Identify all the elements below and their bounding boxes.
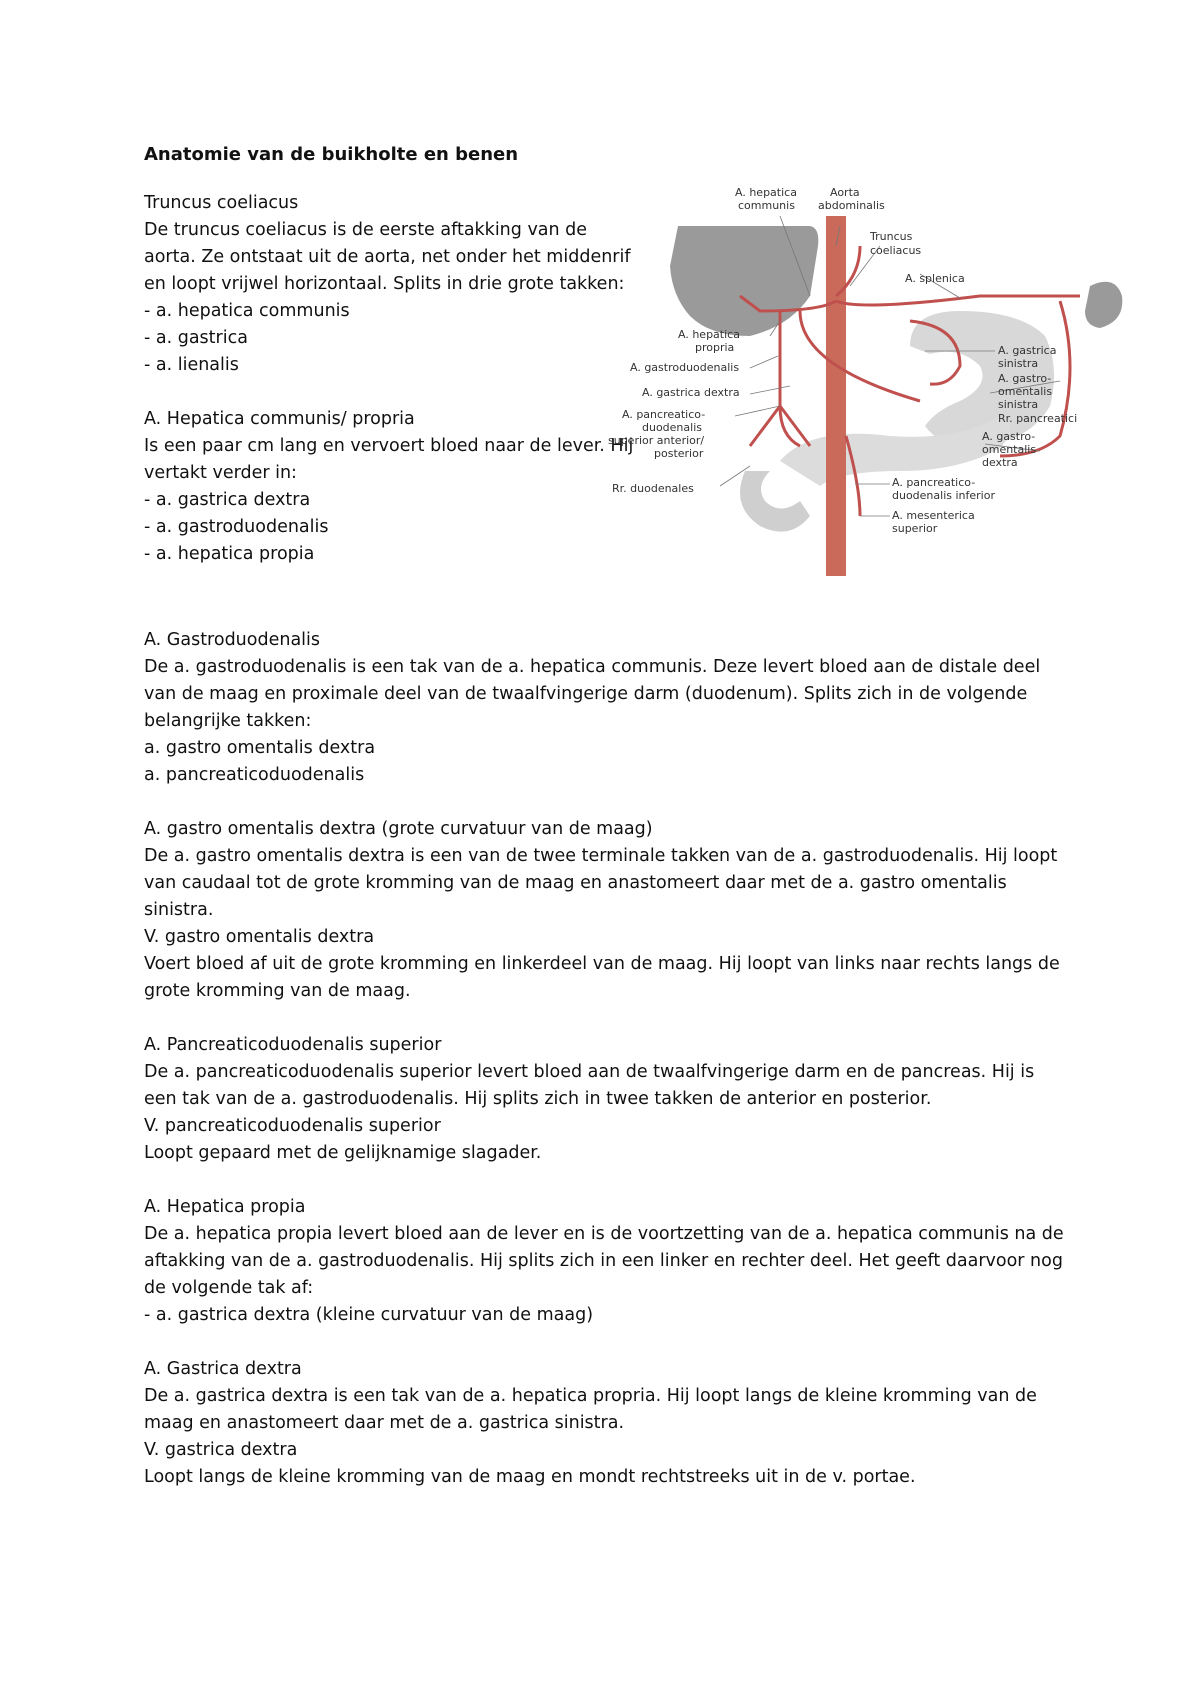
section-text: De a. gastroduodenalis is een tak van de a. hepatica communis. Deze levert bloed aan de distale deel van de maag en proximale deel van de twaalfvingerige darm (duodenum). Splits zich in de volgende belangrijke takken: (144, 657, 1041, 731)
section-hepatica-communis (144, 406, 644, 568)
section-heading: A. Gastroduodenalis (144, 630, 321, 650)
label-truncus: coeliacus (870, 244, 922, 257)
section-heading: A. Pancreaticoduodenalis superior (144, 1035, 442, 1055)
label-pancreatico-superior: A. pancreatico- (622, 408, 706, 421)
label-pancreatico-inferior: duodenalis inferior (892, 489, 995, 502)
label-gastrica-sinistra: sinistra (998, 357, 1039, 370)
section-heading: Truncus coeliacus (144, 193, 299, 213)
vein-text: Loopt langs de kleine kromming van de maag en mondt rechtstreeks uit in de v. portae. (144, 1467, 916, 1487)
vein-heading: V. gastro omentalis dextra (144, 927, 375, 947)
vein-text: Loopt gepaard met de gelijknamige slagader. (144, 1143, 542, 1163)
section-gastroduodenalis (144, 627, 1064, 789)
label-hepatica-propria: propria (695, 341, 735, 354)
duodenum-shape (740, 471, 810, 532)
section-hepatica-propia (144, 1194, 1064, 1329)
label-truncus: Truncus (870, 230, 913, 243)
section-heading: A. gastro omentalis dextra (grote curvatuur van de maag) (144, 819, 653, 839)
vein-text: Voert bloed af uit de grote kromming en linkerdeel van de maag. Hij loopt van links naar rechts langs de grote kromming van de maag. (144, 954, 1060, 1001)
list-item: - a. hepatica propia (144, 544, 315, 564)
section-gastro-omentalis (144, 816, 1064, 1005)
label-mesenterica: A. mesenterica (892, 509, 975, 522)
label-omentalis-dextra: omentalis (982, 443, 1037, 456)
page-title: Anatomie van de buikholte en benen (144, 144, 519, 165)
section-text: De a. gastrica dextra is een tak van de a. hepatica propria. Hij loopt langs de kleine kromming van de maag en anastomeert daar met de a. gastrica sinistra. (144, 1386, 1037, 1433)
label-gastroduodenalis: A. gastroduodenalis (630, 361, 740, 374)
section-text: De truncus coeliacus is de eerste aftakking van de aorta. Ze ontstaat uit de aorta, net onder het middenrif en loopt vrijwel horizontaal. Splits in drie grote takken: (144, 220, 631, 294)
label-splenica: A. splenica (905, 272, 965, 285)
list-item: - a. gastrica (144, 328, 248, 348)
label-omentalis-dextra: A. gastro- (982, 430, 1036, 443)
section-pancreaticoduodenalis (144, 1032, 1064, 1167)
list-item: a. pancreaticoduodenalis (144, 765, 365, 785)
label-pancreatico-superior: posterior (654, 447, 704, 460)
label-duodenales: Rr. duodenales (612, 482, 694, 495)
liver-shape (670, 226, 818, 336)
label-omentalis-sinistra: sinistra (998, 398, 1039, 411)
section-heading: A. Hepatica communis/ propria (144, 409, 415, 429)
list-item: - a. gastrica dextra (kleine curvatuur van de maag) (144, 1305, 594, 1325)
label-aorta: Aorta (830, 186, 860, 199)
intro-column (144, 190, 644, 568)
list-item: - a. lienalis (144, 355, 239, 375)
label-pancreatico-inferior: A. pancreatico- (892, 476, 976, 489)
section-text: Is een paar cm lang en vervoert bloed naar de lever. Hij vertakt verder in: (144, 436, 634, 483)
list-item: - a. hepatica communis (144, 301, 350, 321)
label-pancreatico-superior: superior anterior/ (608, 434, 705, 447)
label-hepatica-communis: communis (738, 199, 795, 212)
label-pancreatici: Rr. pancreatici (998, 412, 1078, 425)
list-item: a. gastro omentalis dextra (144, 738, 376, 758)
label-omentalis-sinistra: omentalis (998, 385, 1053, 398)
label-hepatica-communis: A. hepatica (735, 186, 797, 199)
spleen-shape (1085, 282, 1122, 328)
section-truncus (144, 190, 644, 379)
section-text: De a. gastro omentalis dextra is een van de twee terminale takken van de a. gastroduodenalis. Hij loopt van caudaal tot de grote kromming van de maag en anastomeert daar met de a. gastro omentalis sinistra. (144, 846, 1058, 920)
section-heading: A. Gastrica dextra (144, 1359, 302, 1379)
section-text: De a. pancreaticoduodenalis superior levert bloed aan de twaalfvingerige darm en de pancreas. Hij is een tak van de a. gastroduodenalis. Hij splits zich in twee takken de anterior en posterior. (144, 1062, 1035, 1109)
label-mesenterica: superior (892, 522, 938, 535)
list-item: - a. gastroduodenalis (144, 517, 329, 537)
vein-heading: V. gastrica dextra (144, 1440, 298, 1460)
section-gastrica-dextra (144, 1356, 1064, 1491)
aorta-vessel (826, 216, 846, 576)
anatomy-diagram (608, 186, 1180, 586)
label-omentalis-sinistra: A. gastro- (998, 372, 1052, 385)
vein-heading: V. pancreaticoduodenalis superior (144, 1116, 441, 1136)
list-item: - a. gastrica dextra (144, 490, 311, 510)
section-text: De a. hepatica propia levert bloed aan de lever en is de voortzetting van de a. hepatica communis na de aftakking van de a. gastroduodenalis. Hij splits zich in een linker en rechter deel. Het geeft daarvoor nog de volgende tak af: (144, 1224, 1064, 1298)
section-heading: A. Hepatica propia (144, 1197, 306, 1217)
label-pancreatico-superior: duodenalis (642, 421, 702, 434)
label-gastrica-sinistra: A. gastrica (998, 344, 1057, 357)
label-omentalis-dextra: dextra (982, 456, 1018, 469)
label-hepatica-propria: A. hepatica (678, 328, 740, 341)
label-gastrica-dextra: A. gastrica dextra (642, 386, 740, 399)
body-sections (144, 627, 1064, 1518)
label-aorta: abdominalis (818, 199, 885, 212)
